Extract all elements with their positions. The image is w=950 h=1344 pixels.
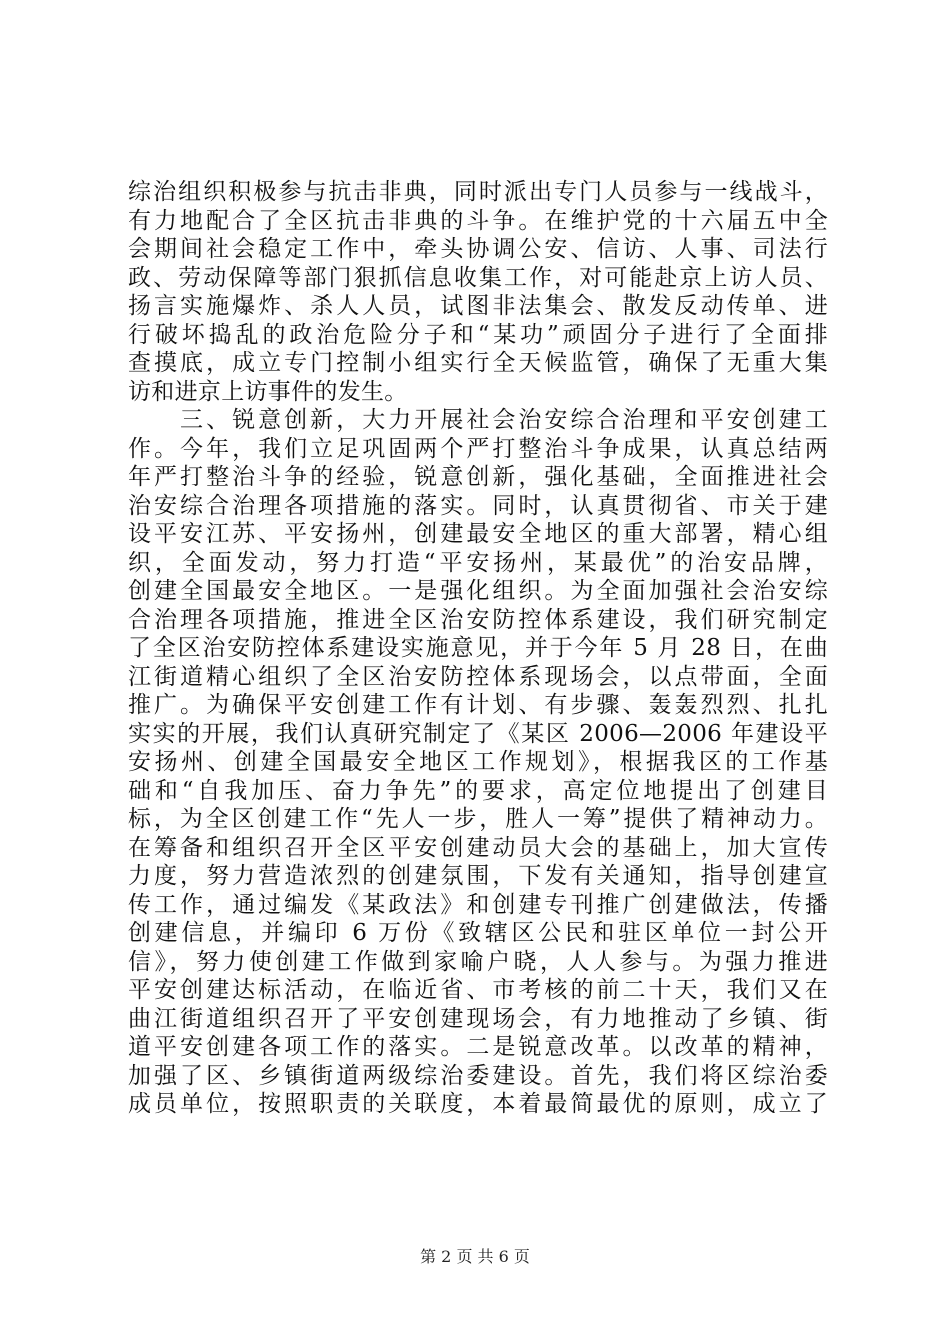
text-line: 会期间社会稳定工作中，牵头协调公安、信访、人事、司法行 <box>128 236 828 262</box>
text-line: 础和“自我加压、奋力争先”的要求，高定位地提出了创建目 <box>128 777 828 804</box>
text-line: 道平安创建各项工作的落实。二是锐意改革。以改革的精神， <box>128 1034 828 1060</box>
text-line: 扬言实施爆炸、杀人人员，试图非法集会、散发反动传单、进 <box>128 293 828 319</box>
text-line: 查摸底，成立专门控制小组实行全天候监管，确保了无重大集 <box>128 350 828 376</box>
text-line: 安扬州、创建全国最安全地区工作规划》，根据我区的工作基 <box>128 749 828 775</box>
text-line: 创建全国最安全地区。一是强化组织。为全面加强社会治安综 <box>128 578 828 604</box>
page-footer: 第 2 页 共 6 页 <box>420 1247 530 1266</box>
body-text <box>128 178 828 1119</box>
text-line: 行破坏捣乱的政治危险分子和“某功”顽固分子进行了全面排 <box>128 321 828 348</box>
text-line: 成员单位，按照职责的关联度，本着最简最优的原则，成立了 <box>128 1091 828 1117</box>
text-line: 织，全面发动，努力打造“平安扬州，某最优”的治安品牌， <box>128 549 828 576</box>
text-line: 江街道精心组织了全区治安防控体系现场会，以点带面，全面 <box>128 663 828 690</box>
text-line: 有力地配合了全区抗击非典的斗争。在维护党的十六届五中全 <box>128 207 828 234</box>
text-line: 标，为全区创建工作“先人一步，胜人一筹”提供了精神动力。 <box>128 806 828 832</box>
text-line: 了全区治安防控体系建设实施意见，并于今年 5 月 28 日，在曲 <box>128 635 828 661</box>
text-line: 综治组织积极参与抗击非典，同时派出专门人员参与一线战斗， <box>128 179 828 205</box>
text-line: 推广。为确保平安创建工作有计划、有步骤、轰轰烈烈、扎扎 <box>128 692 828 718</box>
text-line: 政、劳动保障等部门狠抓信息收集工作，对可能赴京上访人员、 <box>128 264 828 291</box>
text-line: 治安综合治理各项措施的落实。同时，认真贯彻省、市关于建 <box>128 492 828 519</box>
text-line: 作。今年，我们立足巩固两个严打整治斗争成果，认真总结两 <box>128 435 828 462</box>
text-line: 访和进京上访事件的发生。 <box>128 378 408 405</box>
text-line: 平安创建达标活动，在临近省、市考核的前二十天，我们又在 <box>128 977 828 1003</box>
text-line: 在筹备和组织召开全区平安创建动员大会的基础上，加大宣传 <box>128 834 828 861</box>
text-line: 年严打整治斗争的经验，锐意创新，强化基础，全面推进社会 <box>128 464 828 490</box>
text-line: 三、锐意创新，大力开展社会治安综合治理和平安创建工 <box>128 407 828 433</box>
text-line: 力度，努力营造浓烈的创建氛围，下发有关通知，指导创建宣 <box>128 863 828 889</box>
text-line: 曲江街道组织召开了平安创建现场会，有力地推动了乡镇、街 <box>128 1005 828 1032</box>
text-line: 加强了区、乡镇街道两级综治委建设。首先，我们将区综治委 <box>128 1062 828 1089</box>
text-line: 合治理各项措施，推进全区治安防控体系建设，我们研究制定 <box>128 606 828 633</box>
text-line: 实实的开展，我们认真研究制定了《某区 2006—2006 年建设平 <box>128 720 828 747</box>
text-line: 设平安江苏、平安扬州，创建最安全地区的重大部署，精心组 <box>128 521 828 547</box>
text-line: 创建信息，并编印 6 万份《致辖区公民和驻区单位一封公开 <box>128 920 828 946</box>
text-line: 传工作，通过编发《某政法》和创建专刊推广创建做法，传播 <box>128 891 828 918</box>
text-line: 信》，努力使创建工作做到家喻户晓，人人参与。为强力推进 <box>128 948 828 975</box>
